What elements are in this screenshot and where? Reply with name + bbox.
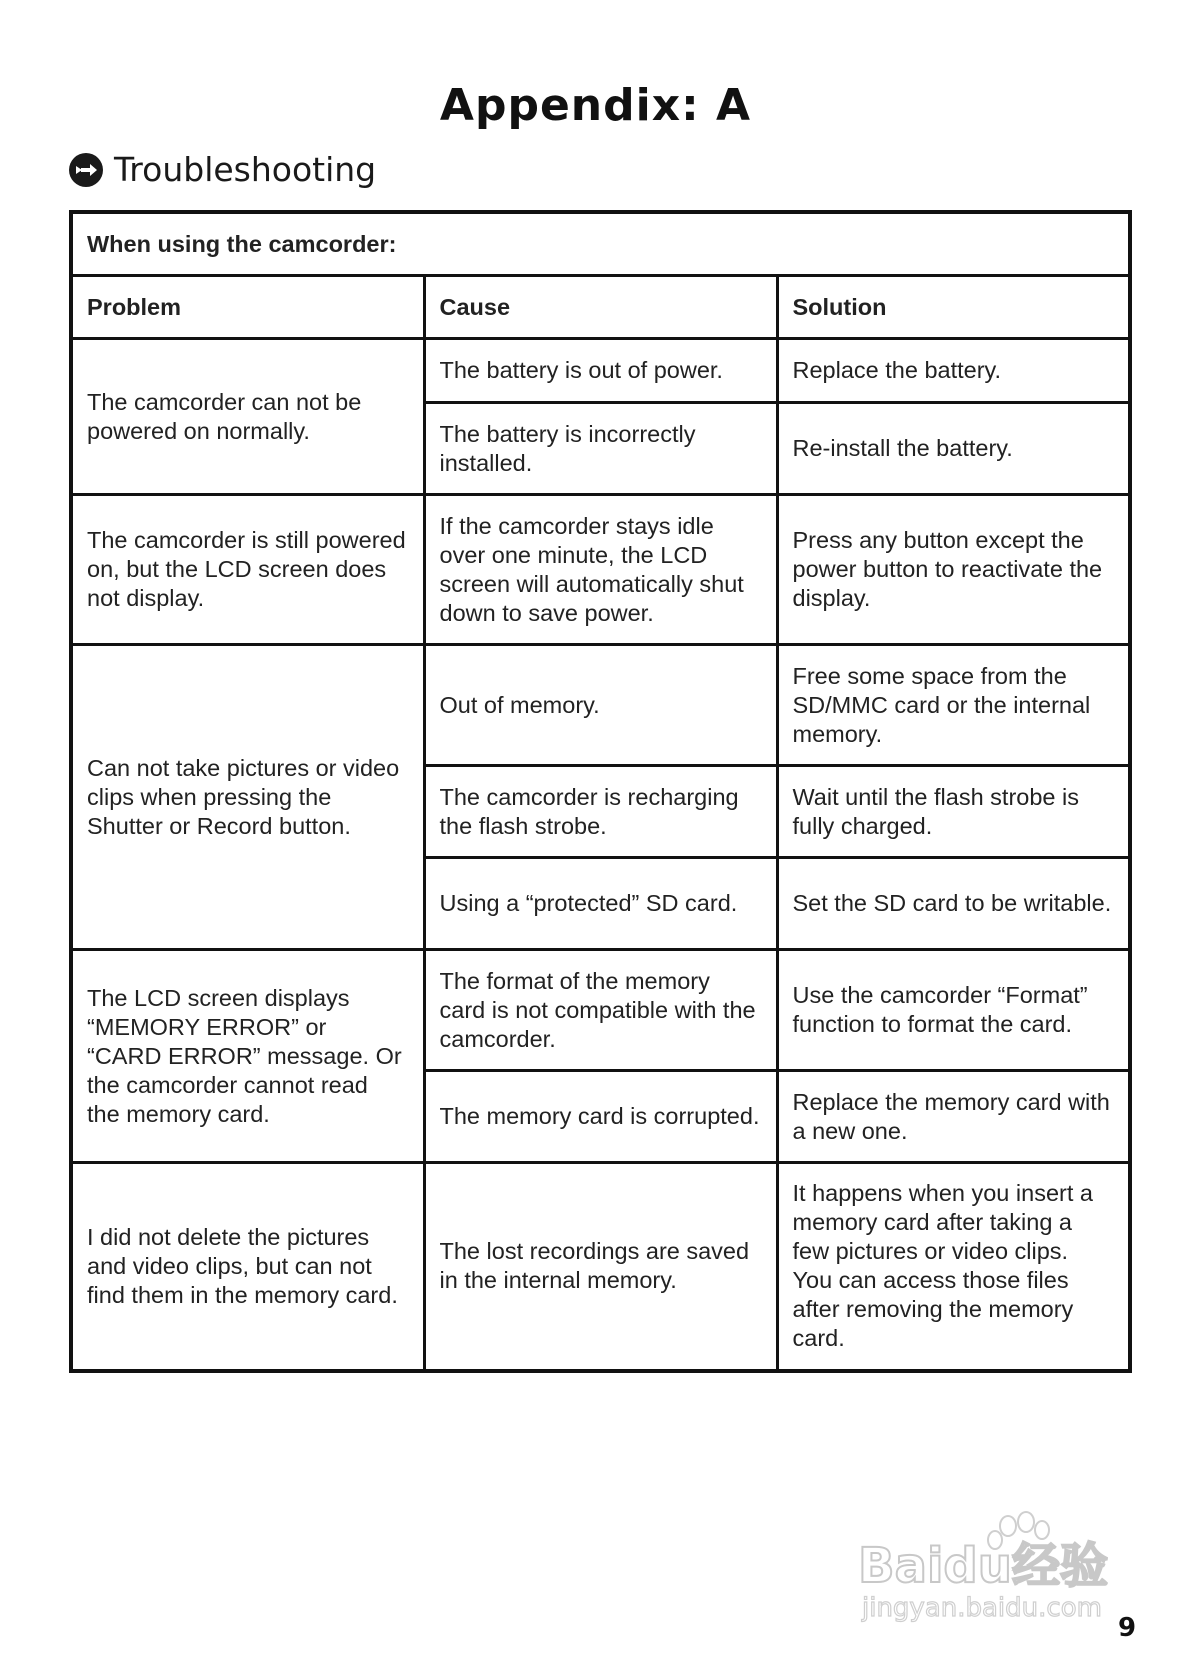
table-row	[71, 645, 1130, 766]
solution-cell: Replace the memory card with a new one.	[777, 1071, 1130, 1163]
solution-cell: Press any button except the power button to reactivate the display.	[777, 495, 1130, 645]
solution-cell: Set the SD card to be writable.	[777, 858, 1130, 950]
solution-cell: Replace the battery.	[777, 339, 1130, 403]
solution-cell: Use the camcorder “Format” function to format the card.	[777, 950, 1130, 1071]
cause-cell: If the camcorder stays idle over one minute, the LCD screen will automatically shut down to save power.	[424, 495, 777, 645]
table-caption-row	[71, 212, 1130, 276]
cause-cell: The camcorder is recharging the flash strobe.	[424, 766, 777, 858]
problem-cell: I did not delete the pictures and video clips, but can not find them in the memory card.	[71, 1163, 424, 1371]
cause-cell: Using a “protected” SD card.	[424, 858, 777, 950]
table-header-row	[71, 276, 1130, 339]
cause-cell: The memory card is corrupted.	[424, 1071, 777, 1163]
table-row	[71, 950, 1130, 1071]
header-solution: Solution	[777, 276, 1130, 339]
baidu-watermark	[850, 1510, 1120, 1630]
solution-cell: Free some space from the SD/MMC card or the internal memory.	[777, 645, 1130, 766]
problem-cell: Can not take pictures or video clips when pressing the Shutter or Record button.	[71, 645, 424, 950]
table-row	[71, 495, 1130, 645]
solution-cell: It happens when you insert a memory card after taking a few pictures or video clips. You can access those files after removing the memory card.	[777, 1163, 1130, 1371]
solution-cell: Wait until the flash strobe is fully charged.	[777, 766, 1130, 858]
page-number: 9	[1118, 1613, 1137, 1643]
header-problem: Problem	[71, 276, 424, 339]
watermark-url: jingyan.baidu.com	[862, 1593, 1102, 1623]
cause-cell: Out of memory.	[424, 645, 777, 766]
cause-cell: The battery is incorrectly installed.	[424, 403, 777, 495]
table-row	[71, 1163, 1130, 1371]
section-title: Troubleshooting	[114, 150, 377, 189]
problem-cell: The camcorder is still powered on, but the LCD screen does not display.	[71, 495, 424, 645]
problem-cell: The camcorder can not be powered on normally.	[71, 339, 424, 495]
watermark-brand: Baidu经验	[858, 1538, 1108, 1594]
header-cause: Cause	[424, 276, 777, 339]
troubleshooting-table	[69, 210, 1132, 1373]
cause-cell: The lost recordings are saved in the internal memory.	[424, 1163, 777, 1371]
table-caption: When using the camcorder:	[71, 212, 1130, 276]
page-title: Appendix: A	[439, 80, 752, 131]
cause-cell: The format of the memory card is not compatible with the camcorder.	[424, 950, 777, 1071]
table-row	[71, 339, 1130, 403]
solution-cell: Re-install the battery.	[777, 403, 1130, 495]
arrow-circle-icon	[68, 152, 104, 188]
cause-cell: The battery is out of power.	[424, 339, 777, 403]
section-heading	[68, 150, 376, 189]
problem-cell: The LCD screen displays “MEMORY ERROR” or “CARD ERROR” message. Or the camcorder cannot read the memory card.	[71, 950, 424, 1163]
